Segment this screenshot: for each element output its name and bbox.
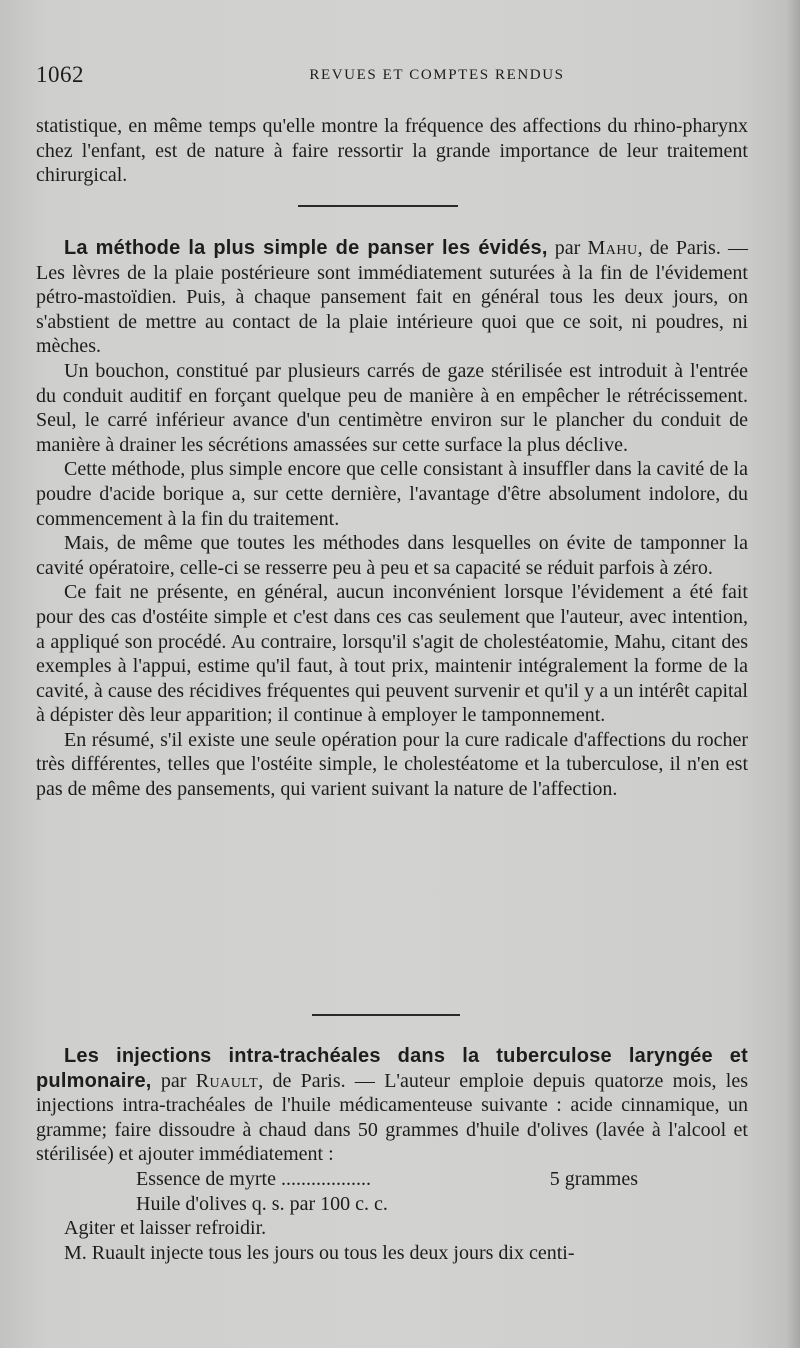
article-2-by: par [160,1069,187,1092]
article-1 [36,236,748,802]
article-1-author: Mahu [587,237,638,259]
article-2-body: , de Paris. — L'auteur emploie depuis quatorze mois, les injections intra-trachéales de l'huile médicamenteuse suivante : acide cinnamique, un gramme; faire dissoudre à chaud dans 50 grammes d'huile d'olives (lavée à l'alcool et stérilisée) et ajouter immédiatement : [36,1069,749,1166]
section-divider [312,1014,460,1016]
article-1-place-body: , de Paris. — Les lèvres de la plaie postérieure sont immédiatement suturées à la fin de l'évidement pétro-mastoïdien. Puis, à chaque pansement fait en général tous les deux jours, on s'abstient de mettre au contact de la plaie intérieure quoi que ce soit, ni poudres, ni mèches. [36,237,748,358]
recipe-item-1-qty: 5 grammes [549,1167,638,1190]
recipe-item-1-name: Essence de myrte .................. [136,1167,371,1190]
article-2-lead [36,1044,748,1167]
page-number: 1062 [36,62,84,87]
article-1-lead [36,236,748,359]
intro-text: statistique, en même temps qu'elle montre la fréquence des affections du rhino-pharynx chez l'enfant, est de nature à faire ressortir la grande importance de leur traitement chirurgical. [36,115,748,187]
running-head: REVUES ET COMPTES RENDUS [309,67,565,83]
section-divider [298,205,458,207]
page-edge-shadow [786,0,800,1348]
intro-paragraph [36,114,748,188]
article-2-last-line: M. Ruault injecte tous les jours ou tous les deux jours dix centi- [64,1241,575,1264]
page-header [36,62,748,94]
article-2 [36,1044,748,1265]
recipe-line-2: Huile d'olives q. s. par 100 c. c. [136,1192,388,1215]
article-1-title: La méthode la plus simple de panser les évidés, [64,237,548,259]
article-1-paragraph: Cette méthode, plus simple encore que celle consistant à insuffler dans la cavité de la poudre d'acide borique a, sur cette dernière, l'avantage d'être absolument indolore, du commencement à la fin du traitement. [36,458,748,530]
article-1-paragraph: Ce fait ne présente, en général, aucun inconvénient lorsque l'évidement a été fait pour des cas d'ostéite simple et c'est dans ces cas seulement que l'auteur, avec intention, a appliqué son procédé. Au contraire, lorsqu'il s'agit de cholestéatomie, Mahu, citant des exemples à l'appui, estime qu'il faut, à tout prix, maintenir intégralement la forme de la cavité, à cause des récidives fréquentes qui peuvent survenir et qu'il y a un intérêt capital à dépister dès leur apparition; il continue à employer le tamponnement. [36,581,748,727]
article-1-paragraph: En résumé, s'il existe une seule opération pour la cure radicale d'affections du rocher très différentes, telles que l'ostéite simple, le cholestéatome et la tuberculose, il n'en est pas de même des pansements, qui varient suivant la nature de l'affection. [36,728,748,801]
recipe-instruction: Agiter et laisser refroidir. [64,1217,267,1240]
article-1-by: par [554,237,581,259]
article-1-paragraph: Mais, de même que toutes les méthodes dans lesquelles on évite de tamponner la cavité opératoire, celle-ci se resserre peu à peu et sa capacité se réduit parfois à zéro. [36,532,748,579]
article-1-paragraph: Un bouchon, constitué par plusieurs carrés de gaze stérilisée est introduit à l'entrée du conduit auditif en forçant quelque peu de manière à en empêcher le rétrécissement. Seul, le carré inférieur avance d'un centimètre environ sur le plancher du conduit de manière à drainer les sécrétions amassées sur cette surface la plus déclive. [36,359,748,456]
recipe-line-1 [36,1167,748,1192]
article-2-author: Ruault [195,1069,259,1092]
article-2-title: Les injections intra-trachéales dans la tuberculose laryngée et pulmonaire, [36,1045,748,1092]
